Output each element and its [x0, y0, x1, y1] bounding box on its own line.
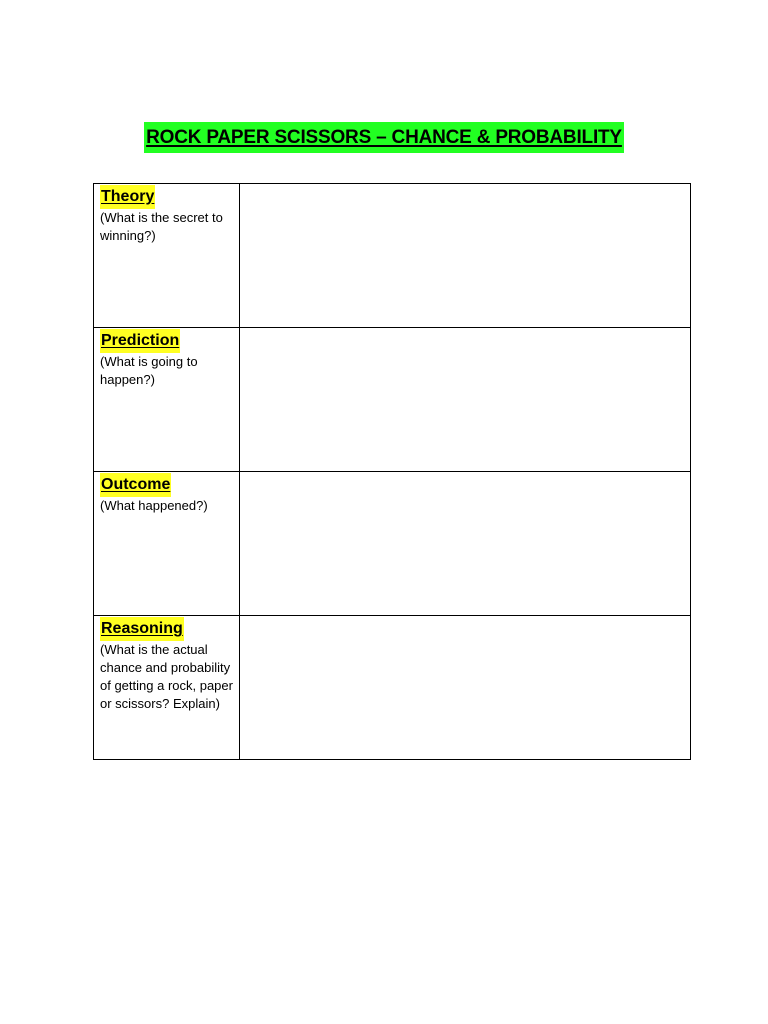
page-title: ROCK PAPER SCISSORS – CHANCE & PROBABILITY: [144, 122, 624, 153]
worksheet-table: [93, 183, 691, 760]
section-prompt-theory: (What is the secret to winning?): [100, 210, 223, 243]
section-heading-outcome: Outcome: [100, 473, 171, 497]
section-prompt-reasoning: (What is the actual chance and probability of getting a rock, paper or scissors? Explain): [100, 642, 233, 711]
table-row-reasoning: [94, 616, 691, 760]
table-row-prediction: [94, 328, 691, 472]
label-cell-prediction: [94, 328, 240, 472]
section-prompt-outcome: (What happened?): [100, 498, 208, 513]
label-cell-theory: [94, 184, 240, 328]
answer-cell-theory[interactable]: [240, 184, 691, 328]
section-heading-reasoning: Reasoning: [100, 617, 184, 641]
table-row-outcome: [94, 472, 691, 616]
label-cell-outcome: [94, 472, 240, 616]
page-title-container: [0, 122, 768, 153]
table-row-theory: [94, 184, 691, 328]
answer-cell-reasoning[interactable]: [240, 616, 691, 760]
answer-cell-outcome[interactable]: [240, 472, 691, 616]
answer-cell-prediction[interactable]: [240, 328, 691, 472]
label-cell-reasoning: [94, 616, 240, 760]
section-prompt-prediction: (What is going to happen?): [100, 354, 198, 387]
section-heading-theory: Theory: [100, 185, 155, 209]
section-heading-prediction: Prediction: [100, 329, 180, 353]
